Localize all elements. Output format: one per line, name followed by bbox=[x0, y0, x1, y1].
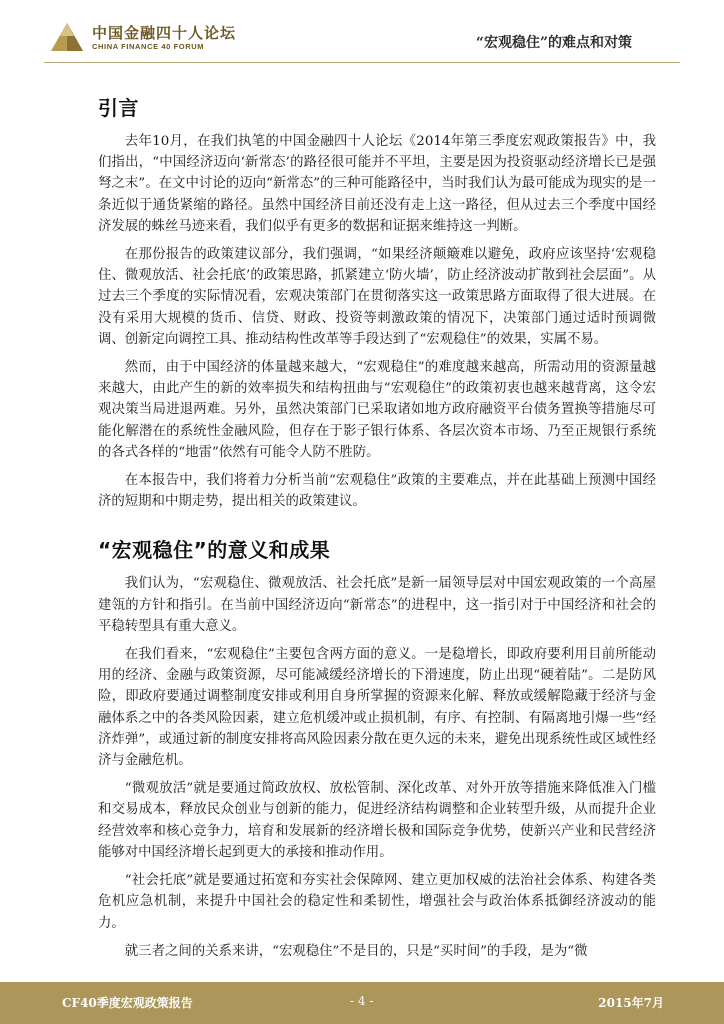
org-name-en: CHINA FINANCE 40 FORUM bbox=[92, 42, 205, 51]
page-footer bbox=[0, 982, 724, 1024]
paragraph: 在我们看来，“宏观稳住”主要包含两方面的意义。一是稳增长，即政府要利用目前所能动用的经济、金融与政策资源，尽可能减缓经济增长的下滑速度，防止出现“硬着陆”。二是防风险，即政府要通过调整制度安排或利用自身所掌握的资源来化解、释放或缓解隐藏于经济与金融体系之中的各类风险因素，建立危机缓冲或止损机制，有序、有控制、有隔离地引爆一些“经济炸弹”，或通过新的制度安排将高风险因素分散在更久远的未来，避免出现系统性或区域性经济与金融危机。 bbox=[98, 647, 656, 769]
report-title: “宏观稳住”的难点和对策 bbox=[475, 35, 632, 51]
paragraph: 然而，由于中国经济的体量越来越大，“宏观稳住”的难度越来越高，所需动用的资源量越来越大，由此产生的新的效率损失和结构扭曲与“宏观稳住”的政策初衷也越来越背离，这令宏观决策当局进退两难。另外，虽然决策部门已采取诸如地方政府融资平台债务置换等措施尽可能化解潜在的系统性金融风险，但存在于影子银行体系、各层次资本市场、乃至正规银行系统的各式各样的“地雷”依然有可能令人防不胜防。 bbox=[98, 360, 656, 460]
paragraph: “社会托底”就是要通过拓宽和夯实社会保障网、建立更加权威的法治社会体系、构建各类危机应急机制，来提升中国社会的稳定性和柔韧性，增强社会与政治体系抵御经济波动的能力。 bbox=[98, 873, 656, 931]
paragraph: 就三者之间的关系来讲，“宏观稳住”不是目的，只是“买时间”的手段，是为“微 bbox=[124, 943, 588, 959]
org-name-cn: 中国金融四十人论坛 bbox=[92, 24, 237, 42]
footer-date: 2015年7月 bbox=[598, 996, 664, 1010]
header-divider bbox=[44, 62, 680, 63]
footer-report-name: CF40季度宏观政策报告 bbox=[62, 996, 193, 1010]
section-heading-significance: “宏观稳住”的意义和成果 bbox=[98, 538, 331, 563]
paragraph: 去年10月，在我们执笔的中国金融四十人论坛《2014年第三季度宏观政策报告》中，我们指出，“中国经济迈向‘新常态’的路径很可能并不平坦，主要是因为投资驱动经济增长已是强弩之末”。在文中讨论的迈向“新常态”的三种可能路径中，当时我们认为最可能成为现实的是一条近似于通货紧缩的路径。虽然中国经济目前还没有走上这一路径，但从过去三个季度中国经济发展的蛛丝马迹来看，我们似乎有更多的数据和证据来维持这一判断。 bbox=[98, 134, 656, 234]
pyramid-logo-icon bbox=[50, 22, 84, 52]
page-number: - 4 - bbox=[350, 994, 374, 1008]
section-heading-intro: 引言 bbox=[98, 96, 139, 120]
paragraph: “微观放活”就是要通过简政放权、放松管制、深化改革、对外开放等措施来降低准入门槛和交易成本，释放民众创业与创新的能力，促进经济结构调整和企业转型升级，从而提升企业经营效率和核心竞争力，培育和发展新的经济增长极和国际竞争优势，使新兴产业和民营经济能够对中国经济增长起到更大的承接和推动作用。 bbox=[98, 781, 656, 860]
paragraph: 在那份报告的政策建议部分，我们强调，“如果经济颠簸难以避免，政府应该坚持‘宏观稳住、微观放活、社会托底’的政策思路，抓紧建立‘防火墙’，防止经济波动扩散到社会层面”。从过去三个季度的实际情况看，宏观决策部门在贯彻落实这一政策思路方面取得了很大进展。在没有采用大规模的货币、信贷、财政、投资等刺激政策的情况下，决策部门通过适时预调微调、创新定向调控工具、推动结构性改革等手段达到了“宏观稳住”的效果，实属不易。 bbox=[98, 247, 656, 347]
paragraph: 我们认为，“宏观稳住、微观放活、社会托底”是新一届领导层对中国宏观政策的一个高屋建瓴的方针和指引。在当前中国经济迈向“新常态”的进程中，这一指引对于中国经济和社会的平稳转型具有重大意义。 bbox=[98, 576, 656, 634]
page-header bbox=[0, 0, 724, 66]
document-body bbox=[98, 86, 656, 969]
paragraph: 在本报告中，我们将着力分析当前“宏观稳住”政策的主要难点，并在此基础上预测中国经济的短期和中期走势，提出相关的政策建议。 bbox=[98, 473, 656, 510]
